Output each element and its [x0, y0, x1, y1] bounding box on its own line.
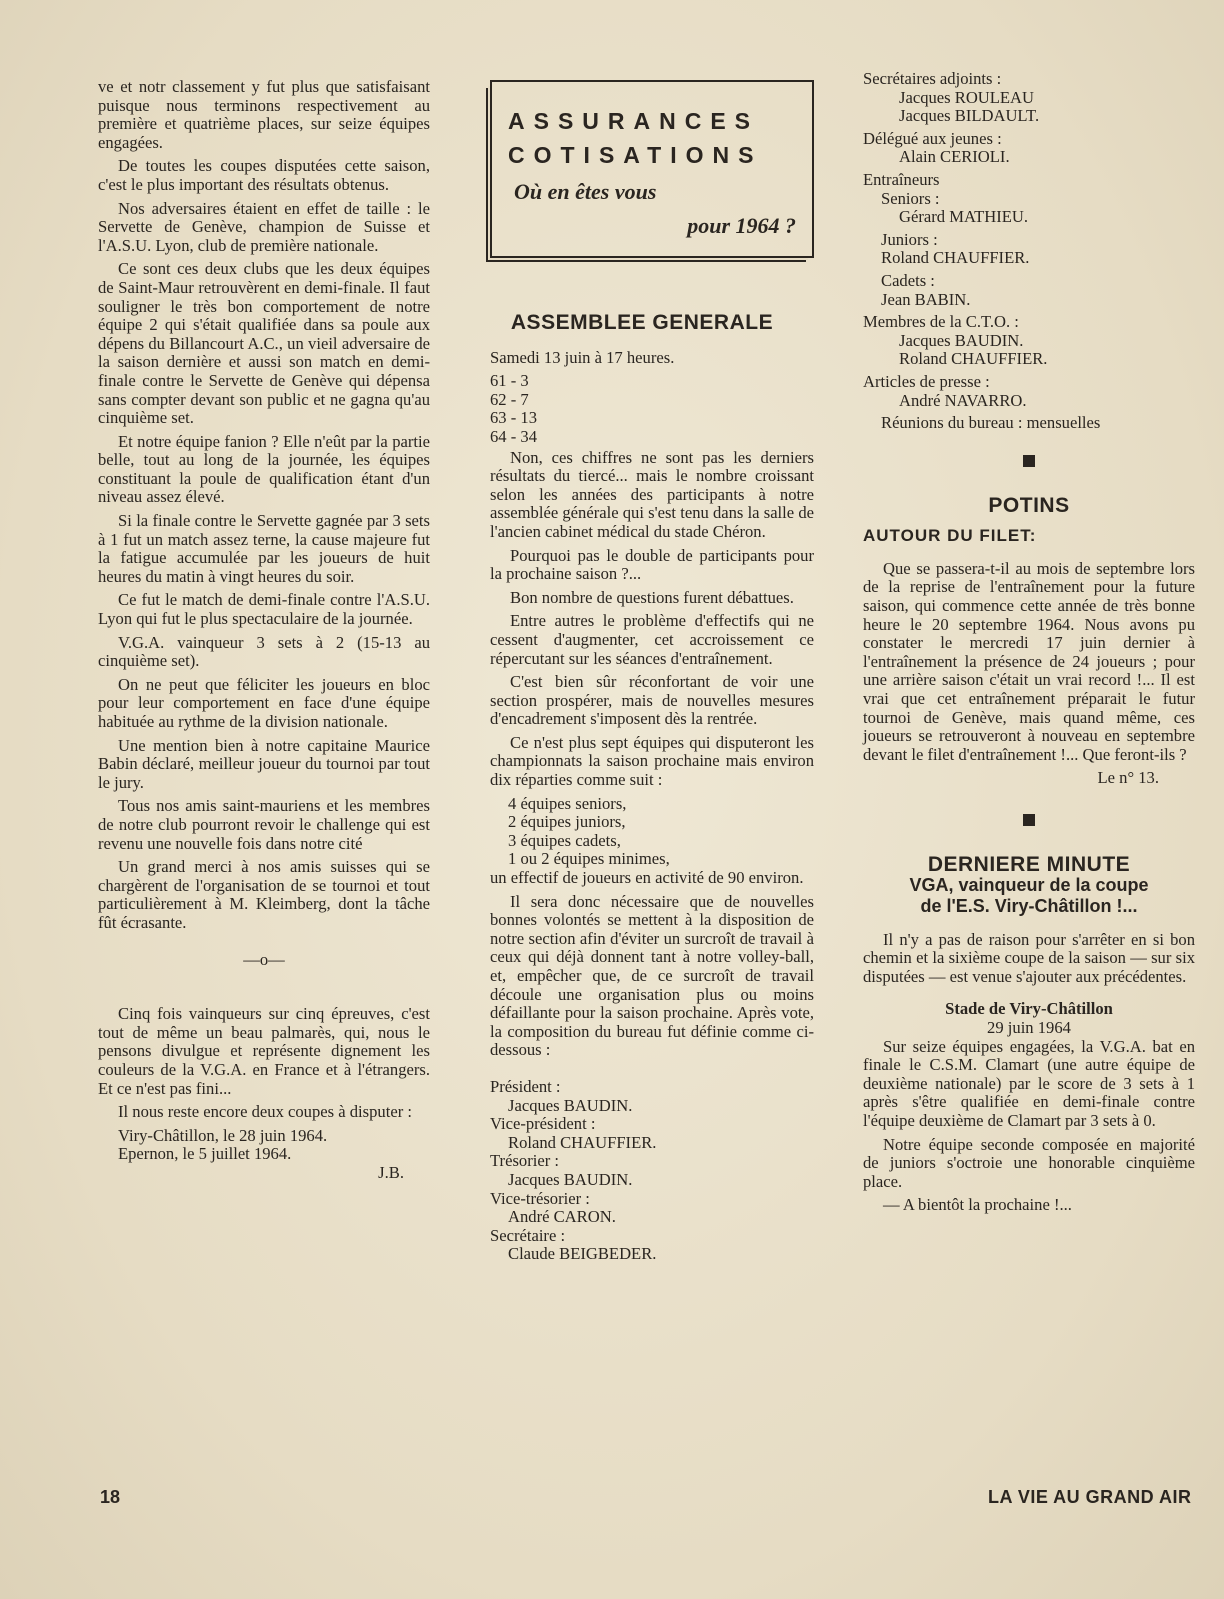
dm-subtitle: VGA, vainqueur de la coupe: [909, 874, 1149, 895]
name: Roland CHAUFFIER.: [899, 349, 1048, 369]
scores-list: [490, 372, 814, 446]
name: André NAVARRO.: [899, 390, 1027, 410]
paragraph: De toutes les coupes disputées cette saison, c'est le plus important des résultats obtenus.: [98, 156, 430, 194]
meeting-date: Samedi 13 juin à 17 heures.: [490, 347, 675, 367]
paragraph: Tous nos amis saint-mauriens et les membres de notre club pourront revoir le challenge qui est revenu une nouvelle fois dans notre cité: [98, 796, 430, 853]
role: Cadets :: [881, 270, 935, 290]
paragraph: Notre équipe seconde composée en majorité de juniors s'octroie une honorable cinquième place.: [863, 1134, 1195, 1191]
bureau-name: Claude BEIGBEDER.: [508, 1244, 657, 1264]
dm-title: DERNIERE MINUTE: [927, 853, 1131, 876]
bureau-role: Trésorier :: [490, 1151, 559, 1171]
potins-subtitle: AUTOUR DU FILET:: [863, 526, 1037, 546]
bureau-role: Vice-président :: [490, 1114, 596, 1134]
name: Gérard MATHIEU.: [899, 207, 1029, 227]
score-item: 62 - 7: [490, 389, 529, 409]
column-middle: [490, 80, 814, 1264]
name: Jacques BAUDIN.: [899, 330, 1024, 350]
bureau-name: Jacques BAUDIN.: [508, 1095, 633, 1115]
bureau-name: Jacques BAUDIN.: [508, 1169, 633, 1189]
column-right: [863, 70, 1195, 1220]
role: Membres de la C.T.O. :: [863, 312, 1019, 332]
square-bullet-icon: [1023, 814, 1035, 826]
role: Seniors :: [881, 188, 940, 208]
separator: —o—: [243, 949, 285, 969]
bureau-role: Secrétaire :: [490, 1225, 566, 1245]
box-question-2: pour 1964 ?: [687, 213, 796, 238]
bureau-continued: [863, 70, 1195, 433]
paragraph: ve et notr classement y fut plus que satisfaisant puisque nous terminons respectivement au première et quatrième places, sur seize équipes engagées.: [98, 77, 430, 152]
name: Jacques BILDAULT.: [899, 106, 1040, 126]
potins-signature: Le n° 13.: [1097, 768, 1159, 788]
role: Articles de presse :: [863, 371, 990, 391]
paragraph: Ce fut le match de demi-finale contre l'A.S.U. Lyon qui fut le plus spectaculaire de la journée.: [98, 590, 430, 629]
box-heading-1: ASSURANCES: [508, 108, 760, 134]
paragraph: Nos adversaires étaient en effet de taille : le Servette de Genève, champion de Suisse et l'A.S.U. Lyon, club de première nationale.: [98, 198, 430, 255]
dm-subtitle: de l'E.S. Viry-Châtillon !...: [920, 895, 1138, 916]
name: Jean BABIN.: [881, 289, 971, 309]
name: Alain CERIOLI.: [899, 147, 1010, 167]
bureau-name: André CARON.: [508, 1207, 616, 1227]
bureau-name: Roland CHAUFFIER.: [508, 1132, 657, 1152]
dates-list: [98, 1127, 430, 1164]
paragraph: Ce n'est plus sept équipes qui disputeront les championnats la saison prochaine mais environ dix réparties comme suit :: [490, 732, 814, 790]
section-title: ASSEMBLEE GENERALE: [510, 311, 774, 334]
score-item: 64 - 34: [490, 426, 538, 446]
name: Jacques ROULEAU: [899, 87, 1035, 107]
box-heading-2: COTISATIONS: [508, 142, 763, 168]
paragraph: Il sera donc nécessaire que de nouvelles bonnes volontés se mettent à la disposition de notre section afin d'éviter un surcroît de travail à ceux qui déjà donnent tant à notre volley-ball, et, empêcher que, de ce surcroît de travail découle une organisation plus ou moins défaillante pour la saison prochaine. Après vote, la composition du bureau fut définie comme ci-dessous :: [490, 891, 814, 1060]
square-bullet-icon: [1023, 455, 1035, 467]
paragraph: V.G.A. vainqueur 3 sets à 2 (15-13 au cinquième set).: [98, 632, 430, 671]
teams-list: [490, 795, 814, 869]
bureau-role: Vice-trésorier :: [490, 1188, 590, 1208]
team-item: 2 équipes juniors,: [508, 812, 626, 832]
insurance-box: [490, 80, 814, 258]
bureau-role: Président :: [490, 1076, 561, 1096]
venue-date: 29 juin 1964: [987, 1017, 1071, 1037]
paragraph: un effectif de joueurs en activité de 90 environ.: [490, 868, 804, 888]
paragraph: Bon nombre de questions furent débattues.: [510, 587, 794, 607]
paragraph: Si la finale contre le Servette gagnée par 3 sets à 1 fut un match assez terne, la cause majeure fut la fatigue accumulée par les joueurs de huit heures du matin à vingt heures du soir.: [98, 511, 430, 586]
paragraph: On ne peut que féliciter les joueurs en bloc pour leur comportement en face d'une équipe habituée au rythme de la division nationale.: [98, 674, 430, 731]
paragraph: Que se passera-t-il au mois de septembre lors de la reprise de l'entraînement pour la future saison, qui commence cette année de très bonne heure le 20 septembre 1964. Nous avons pu constater le mercredi 17 juin dernier à l'entraînement la présence de 24 joueurs ; pour une arrière saison c'était un vrai record !... Il est vrai que cet entraînement préparait le futur tournoi de Genève, mais quand même, ces joueurs se retrouveront à nouveau en septembre devant le filet d'entraînement !... Que feront-ils ?: [863, 558, 1195, 764]
paragraph: Il n'y a pas de raison pour s'arrêter en si bon chemin et la sixième coupe de la saison — sur six disputées — est venue s'ajouter aux précédentes.: [863, 929, 1195, 986]
team-item: 4 équipes seniors,: [508, 793, 627, 813]
paragraph: Et notre équipe fanion ? Elle n'eût par la partie belle, tout au long de la journée, les équipes constituant la poule de qualification étant d'un niveau assez élevé.: [98, 431, 430, 507]
role: Entraîneurs: [863, 169, 940, 189]
score-item: 63 - 13: [490, 408, 538, 428]
page-number: 18: [100, 1487, 121, 1507]
paragraph: Une mention bien à notre capitaine Maurice Babin déclaré, meilleur joueur du tournoi par tout le jury.: [98, 735, 430, 792]
bureau-list: [490, 1078, 814, 1264]
paragraph: — A bientôt la prochaine !...: [883, 1195, 1072, 1215]
paragraph: Ce sont ces deux clubs que les deux équipes de Saint-Maur retrouvèrent en demi-finale. Il faut souligner le très bon comportement de notre équipe 2 qui s'était qualifiée dans sa poule aux dépens du Billancourt A.C., un vieil adversaire de la saison dernière et aussi son match en demi-finale contre le Servette de Genève qui dépensa sans compter devant son public et ne gagna qu'au cinquième set.: [98, 259, 430, 428]
name: Roland CHAUFFIER.: [881, 248, 1030, 268]
paragraph: C'est bien sûr réconfortant de voir une section prospérer, mais de nouvelles mesures d'encadrement s'imposent dès la rentrée.: [490, 672, 814, 729]
paragraph: Entre autres le problème d'effectifs qui ne cessent d'augmenter, cet accroissement ce répercutant sur les séances d'entraînement.: [490, 611, 814, 668]
role: Juniors :: [881, 229, 938, 249]
paragraph: Pourquoi pas le double de participants pour la prochaine saison ?...: [490, 545, 814, 584]
column-left: [98, 78, 430, 1182]
role: Secrétaires adjoints :: [863, 69, 1002, 88]
date-item: Epernon, le 5 juillet 1964.: [118, 1144, 292, 1164]
paragraph: Il nous reste encore deux coupes à disputer :: [118, 1102, 412, 1122]
paragraph: Cinq fois vainqueurs sur cinq épreuves, c'est tout de même un beau palmarès, qui, nous le pensons divulgue et représente dignement les couleurs de la V.G.A. en France et à l'étrangers. Et ce n'est pas fini...: [98, 1004, 430, 1098]
signature: J.B.: [378, 1162, 404, 1182]
paragraph: Non, ces chiffres ne sont pas les derniers résultats du tiercé... mais le nombre croissant selon les années des participants à notre assemblée générale qui s'est tenu dans la salle de l'ancien cabinet médical du stade Chéron.: [490, 447, 814, 541]
score-item: 61 - 3: [490, 371, 529, 391]
box-question-1: Où en êtes vous: [514, 179, 657, 204]
paragraph: Un grand merci à nos amis suisses qui se chargèrent de l'organisation de se tournoi et tout particulièrement à M. Kleimberg, dont la tâche fût écrasante.: [98, 857, 430, 932]
team-item: 1 ou 2 équipes minimes,: [508, 849, 670, 869]
venue: Stade de Viry-Châtillon: [945, 999, 1113, 1019]
magazine-title: LA VIE AU GRAND AIR: [988, 1487, 1192, 1507]
date-item: Viry-Châtillon, le 28 juin 1964.: [118, 1125, 328, 1145]
team-item: 3 équipes cadets,: [508, 830, 621, 850]
role: Délégué aux jeunes :: [863, 128, 1002, 148]
paragraph: Sur seize équipes engagées, la V.G.A. bat en finale le C.S.M. Clamart (une autre équipe de deuxième nationale) par le score de 3 sets à 1 après s'être qualifiée en demi-finale contre l'équipe deuxième de Clamart par 3 sets à 0.: [863, 1036, 1195, 1130]
meetings-note: Réunions du bureau : mensuelles: [881, 413, 1101, 433]
potins-title: POTINS: [988, 493, 1070, 517]
